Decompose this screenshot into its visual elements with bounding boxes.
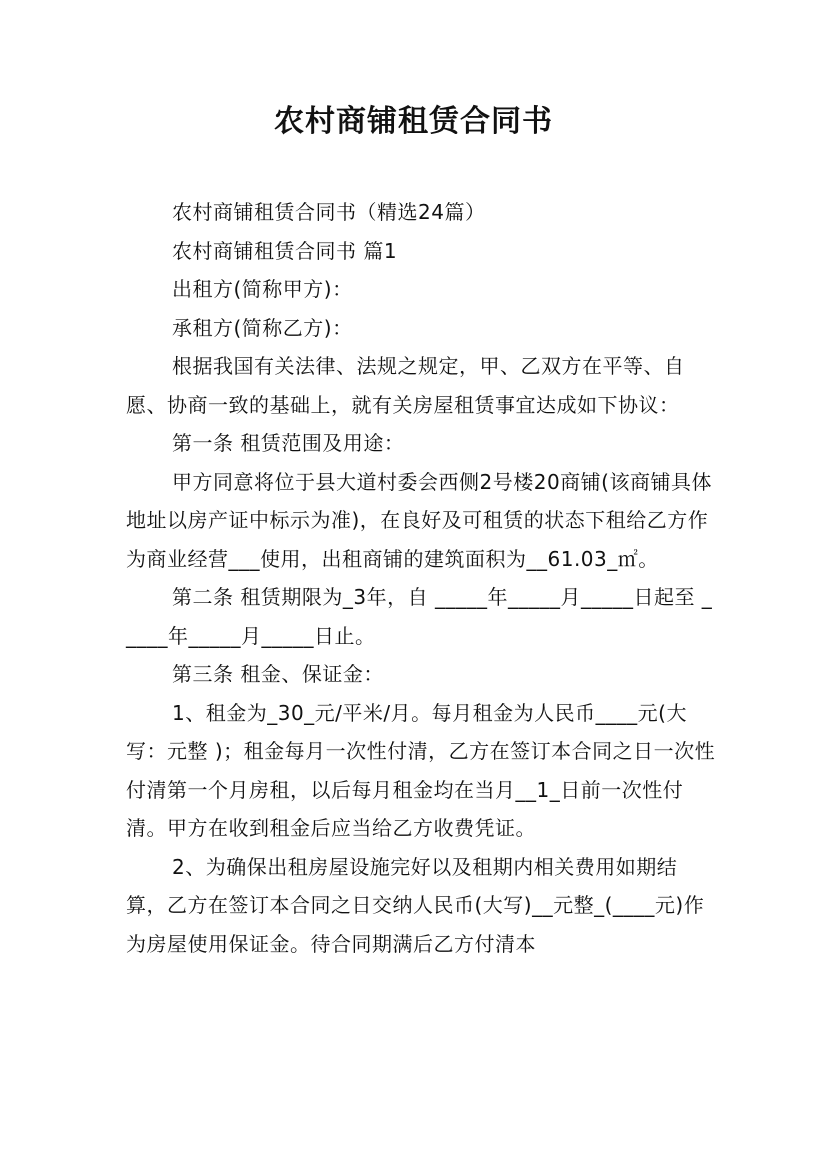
- paragraph-subtitle: 农村商铺租赁合同书（精选24篇）: [172, 200, 486, 224]
- paragraph-lessor: 出租方(简称甲方)：: [172, 277, 353, 301]
- paragraph-preamble: 根据我国有关法律、法规之规定，甲、乙双方在平等、自愿、协商一致的基础上，就有关房屋租赁事宜达成如下协议：: [126, 354, 685, 417]
- paragraph-article-3-item-1: 1、租金为_30_元/平米/月。每月租金为人民币____元(大写：元整 )；租金每月一次性付清，乙方在签订本合同之日一次性付清第一个月房租，以后每月租金均在当月__1_日前一次性付清。甲方在收到租金后应当给乙方收费凭证。: [126, 700, 716, 840]
- paragraph-article-1-body: 甲方同意将位于县大道村委会西侧2号楼20商铺(该商铺具体地址以房产证中标示为准)，在良好及可租赁的状态下租给乙方作为商业经营___使用，出租商铺的建筑面积为__61.03_㎡。: [126, 469, 712, 571]
- paragraph-section-heading: 农村商铺租赁合同书 篇1: [172, 238, 398, 263]
- paragraph-article-2: 第二条 租赁期限为_3年，自 _____年_____月_____日起至 _____年_____月_____日止。: [126, 585, 713, 648]
- document-body: [126, 193, 716, 963]
- paragraph-article-3-item-2: 2、为确保出租房屋设施完好以及租期内相关费用如期结算，乙方在签订本合同之日交纳人民币(大写)__元整_(____元)作为房屋使用保证金。待合同期满后乙方付清本: [126, 854, 705, 956]
- paragraph-article-3-heading: 第三条 租金、保证金：: [172, 662, 384, 686]
- paragraph-article-1-heading: 第一条 租赁范围及用途：: [172, 431, 405, 455]
- document-title: 农村商铺租赁合同书: [274, 104, 553, 139]
- paragraph-lessee: 承租方(简称乙方)：: [172, 315, 353, 340]
